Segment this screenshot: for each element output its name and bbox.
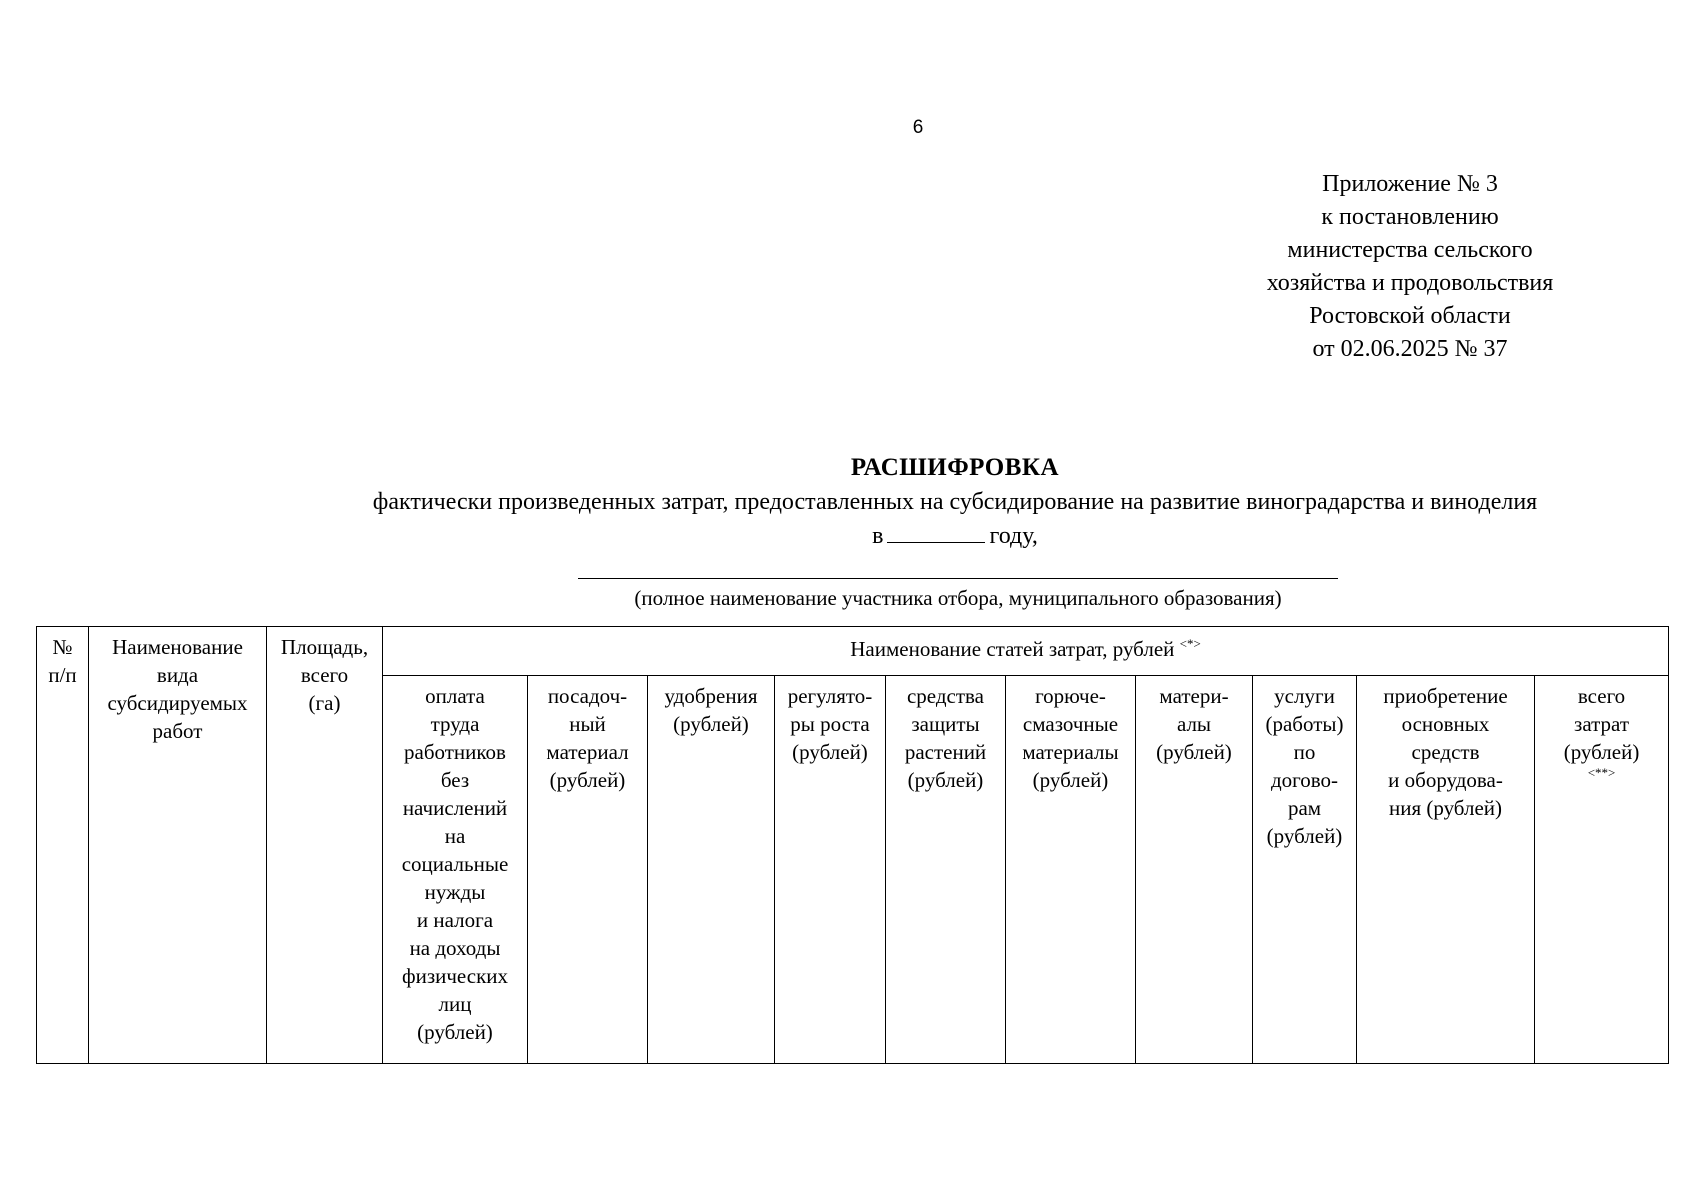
header-text: (рублей): [792, 740, 868, 764]
header-text: труда: [430, 712, 480, 736]
header-text: по: [1293, 740, 1316, 764]
appendix-line: Ростовской области: [1309, 303, 1511, 329]
header-text: (работы): [1265, 712, 1344, 736]
header-text: ния (рублей): [1388, 796, 1503, 820]
header-text: (рублей): [1032, 768, 1109, 792]
appendix-block: [1200, 168, 1620, 366]
header-text: растений: [904, 740, 987, 764]
header-materials: [1136, 676, 1253, 1064]
header-text: п/п: [48, 663, 77, 687]
header-text: материал: [546, 740, 629, 764]
header-text: ры роста: [790, 712, 870, 736]
header-cost-items-group: [383, 627, 1669, 676]
header-text: №: [52, 635, 73, 659]
header-text: (га): [308, 691, 341, 715]
header-number: [37, 627, 89, 1064]
header-total-costs: [1535, 676, 1669, 1064]
header-work-type: [89, 627, 267, 1064]
header-fuel-lubricants: [1006, 676, 1136, 1064]
header-growth-regulators: [775, 676, 886, 1064]
header-area: [267, 627, 383, 1064]
document-subtitle: фактически произведенных затрат, предоставленных на субсидирование на развитие виноградарства и виноделия: [372, 489, 1538, 515]
header-text: Площадь,: [280, 635, 369, 659]
header-text: (рублей): [1266, 824, 1343, 848]
header-text: средств: [1411, 740, 1480, 764]
header-labor-cost: [383, 676, 528, 1064]
appendix-line: Приложение № 3: [1322, 171, 1498, 197]
header-text: средства: [906, 684, 984, 708]
header-text: социальные: [401, 852, 509, 876]
header-text: вида: [156, 663, 199, 687]
year-blank-field: [887, 520, 985, 543]
header-text: смазочные: [1022, 712, 1119, 736]
header-text: приобретение: [1383, 684, 1508, 708]
appendix-line: хозяйства и продовольствия: [1266, 270, 1554, 296]
header-text: алы: [1176, 712, 1212, 736]
header-plant-protection: [886, 676, 1006, 1064]
header-text: на доходы: [409, 936, 501, 960]
header-fixed-assets: [1357, 676, 1535, 1064]
header-text: (рублей): [1563, 740, 1640, 764]
header-text: Наименование статей затрат, рублей: [850, 637, 1175, 661]
header-text: регулято-: [787, 684, 873, 708]
header-text: рам: [1287, 796, 1322, 820]
header-text: основных: [1401, 712, 1490, 736]
header-text: и оборудова-: [1388, 768, 1503, 792]
header-text: на: [444, 824, 466, 848]
header-text: работ: [152, 719, 203, 743]
header-text: физических: [401, 964, 509, 988]
header-text: посадоч-: [547, 684, 628, 708]
header-text: всего: [300, 663, 349, 687]
header-text: работников: [404, 740, 506, 764]
header-text: без: [440, 768, 470, 792]
footnote-marker: <*>: [1179, 636, 1201, 651]
header-contract-services: [1253, 676, 1357, 1064]
header-text: ный: [569, 712, 606, 736]
year-line: [0, 520, 1698, 551]
costs-table: [36, 626, 1669, 1064]
header-planting-material: [528, 676, 648, 1064]
header-text: (рублей): [907, 768, 984, 792]
header-text: (рублей): [1156, 740, 1232, 764]
header-text: защиты: [911, 712, 980, 736]
header-text: затрат: [1574, 712, 1630, 736]
header-text: (рублей): [417, 1020, 493, 1044]
header-text: Наименование: [112, 635, 243, 659]
header-text: матери-: [1159, 684, 1229, 708]
header-text: и налога: [416, 908, 494, 932]
document-title: РАСШИФРОВКА: [850, 454, 1060, 481]
header-fertilizers: [648, 676, 775, 1064]
header-text: догово-: [1270, 768, 1339, 792]
footnote-marker: <**>: [1587, 765, 1616, 780]
header-text: начислений: [402, 796, 508, 820]
header-text: нужды: [424, 880, 486, 904]
participant-name-line: [578, 578, 1338, 579]
appendix-line: к постановлению: [1321, 204, 1499, 230]
appendix-line: от 02.06.2025 № 37: [1312, 336, 1508, 362]
header-text: услуги: [1274, 684, 1335, 708]
participant-caption: (полное наименование участника отбора, муниципального образования): [634, 586, 1282, 610]
appendix-line: министерства сельского: [1287, 237, 1533, 263]
header-text: горюче-: [1035, 684, 1106, 708]
header-text: (рублей): [673, 712, 749, 736]
page-number: 6: [912, 117, 924, 138]
header-text: удобрения: [664, 684, 758, 708]
header-text: материалы: [1022, 740, 1119, 764]
header-text: оплата: [425, 684, 485, 708]
header-text: субсидируемых: [107, 691, 248, 715]
header-text: всего: [1577, 684, 1626, 708]
header-text: (рублей): [549, 768, 626, 792]
header-text: лиц: [438, 992, 472, 1016]
year-suffix: году,: [989, 523, 1038, 549]
year-prefix: в: [872, 523, 884, 549]
